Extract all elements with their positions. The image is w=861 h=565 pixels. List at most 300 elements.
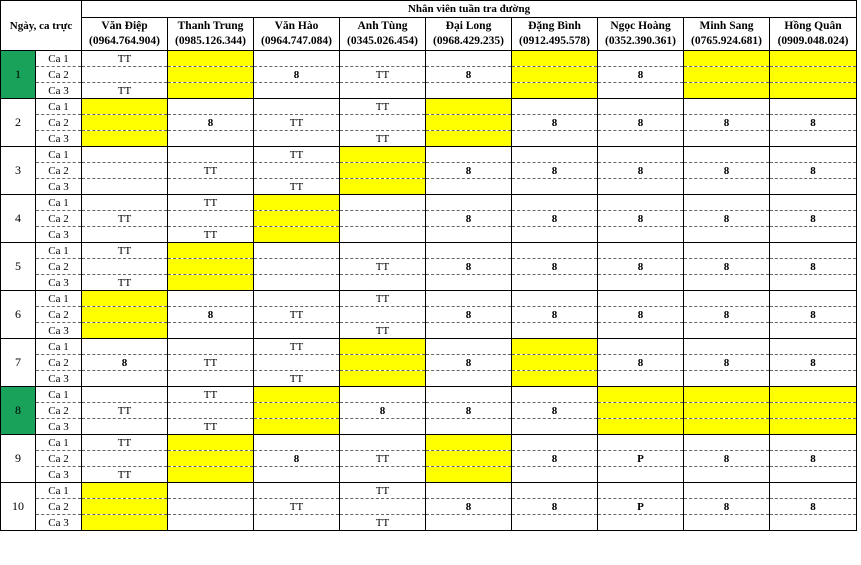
assignment-cell [770,195,857,211]
assignment-cell [254,291,340,307]
employee-header [254,18,340,51]
assignment-cell [340,499,426,515]
assignment-cell [340,227,426,243]
assignment-cell [684,291,770,307]
assignment-cell: 8 [770,307,857,323]
shift-row [1,435,857,451]
day-off-cell [168,451,254,467]
day-off-cell [168,275,254,291]
assignment-cell: 8 [512,307,598,323]
shift-row [1,451,857,467]
shift-row [1,83,857,99]
shift-label-cell: Ca 2 [36,307,82,323]
day-off-cell [684,83,770,99]
employee-phone: (0765.924.681) [691,35,762,47]
assignment-cell: 8 [598,67,684,83]
assignment-cell [254,83,340,99]
shift-row [1,323,857,339]
assignment-cell [684,99,770,115]
assignment-cell [254,467,340,483]
assignment-cell: TT [340,259,426,275]
assignment-cell [684,179,770,195]
assignment-cell [426,179,512,195]
employee-name: Hồng Quân [784,20,842,32]
assignment-cell: 8 [598,307,684,323]
assignment-cell [82,451,168,467]
employee-phone: (0352.390.361) [605,35,676,47]
assignment-cell [82,147,168,163]
assignment-cell [168,371,254,387]
assignment-cell: TT [168,163,254,179]
assignment-cell [770,131,857,147]
assignment-cell [598,227,684,243]
assignment-cell [770,227,857,243]
assignment-cell [254,259,340,275]
day-number-cell: 9 [1,435,36,483]
assignment-cell: 8 [426,259,512,275]
assignment-cell [512,291,598,307]
shift-label-cell: Ca 1 [36,243,82,259]
day-off-cell [770,403,857,419]
assignment-cell [82,371,168,387]
shift-row [1,515,857,531]
assignment-cell [82,195,168,211]
assignment-cell [168,99,254,115]
assignment-cell: 8 [340,403,426,419]
day-shift-header: Ngày, ca trực [1,1,82,51]
assignment-cell [82,419,168,435]
assignment-cell [82,339,168,355]
assignment-cell [254,163,340,179]
assignment-cell [598,179,684,195]
assignment-cell [426,195,512,211]
assignment-cell [684,435,770,451]
assignment-cell [770,483,857,499]
shift-label-cell: Ca 1 [36,387,82,403]
assignment-cell [770,243,857,259]
day-off-cell [512,371,598,387]
assignment-cell [340,275,426,291]
assignment-cell: TT [254,339,340,355]
shift-label-cell: Ca 1 [36,99,82,115]
shift-label-cell: Ca 3 [36,179,82,195]
assignment-cell [598,275,684,291]
assignment-cell [82,259,168,275]
day-off-cell [340,179,426,195]
day-off-cell [426,451,512,467]
assignment-cell [168,339,254,355]
shift-label-cell: Ca 1 [36,51,82,67]
assignment-cell [168,147,254,163]
assignment-cell [426,323,512,339]
shift-row [1,371,857,387]
day-off-cell [340,371,426,387]
assignment-cell [684,227,770,243]
day-off-cell [82,499,168,515]
shift-row [1,115,857,131]
day-off-cell [684,51,770,67]
shift-row [1,147,857,163]
shift-label-cell: Ca 3 [36,515,82,531]
day-off-cell [512,67,598,83]
assignment-cell: 8 [770,451,857,467]
assignment-cell [512,515,598,531]
assignment-cell [426,243,512,259]
day-off-cell [82,515,168,531]
assignment-cell: TT [340,451,426,467]
shift-row [1,227,857,243]
employee-phone: (0912.495.578) [519,35,590,47]
shift-row [1,211,857,227]
day-off-cell [340,339,426,355]
assignment-cell: 8 [426,163,512,179]
assignment-cell [684,323,770,339]
assignment-cell: 8 [168,115,254,131]
assignment-cell: 8 [598,211,684,227]
assignment-cell: TT [168,355,254,371]
assignment-cell: 8 [770,211,857,227]
assignment-cell [770,371,857,387]
assignment-cell [598,515,684,531]
assignment-cell [598,99,684,115]
day-off-cell [512,355,598,371]
assignment-cell [254,515,340,531]
day-off-cell [254,211,340,227]
assignment-cell [254,51,340,67]
assignment-cell [340,195,426,211]
assignment-cell [340,387,426,403]
assignment-cell [254,355,340,371]
assignment-cell [340,211,426,227]
assignment-cell [168,499,254,515]
assignment-cell [254,131,340,147]
employee-header [168,18,254,51]
employee-header [512,18,598,51]
employee-name: Anh Tùng [357,20,408,32]
assignment-cell [168,323,254,339]
assignment-cell: TT [82,243,168,259]
employee-phone: (0964.747.084) [261,35,332,47]
assignment-cell [770,323,857,339]
employee-name: Đại Long [445,20,492,32]
employee-header [426,18,512,51]
assignment-cell [168,131,254,147]
day-off-cell [684,67,770,83]
assignment-cell [770,467,857,483]
assignment-cell [512,243,598,259]
assignment-cell [684,515,770,531]
assignment-cell [684,195,770,211]
assignment-cell [426,387,512,403]
assignment-cell [598,147,684,163]
assignment-cell [340,307,426,323]
assignment-cell [684,275,770,291]
day-off-cell [426,115,512,131]
shift-label-cell: Ca 1 [36,483,82,499]
assignment-cell [168,483,254,499]
shift-label-cell: Ca 3 [36,467,82,483]
employee-phone: (0909.048.024) [777,35,849,47]
employee-phone: (0985.126.344) [175,35,246,47]
assignment-cell [340,467,426,483]
day-number-cell: 1 [1,51,36,99]
assignment-cell: 8 [254,67,340,83]
assignment-cell [598,195,684,211]
shift-row [1,195,857,211]
day-off-cell [82,291,168,307]
assignment-cell: 8 [684,499,770,515]
assignment-cell: TT [340,323,426,339]
assignment-cell: P [598,499,684,515]
shift-label-cell: Ca 2 [36,211,82,227]
employee-name: Văn Hào [274,20,319,32]
assignment-cell [512,435,598,451]
shift-row [1,67,857,83]
assignment-cell: TT [82,275,168,291]
assignment-cell [82,179,168,195]
shift-row [1,131,857,147]
assignment-cell [598,467,684,483]
assignment-cell: 8 [426,67,512,83]
assignment-cell: TT [82,51,168,67]
shift-label-cell: Ca 2 [36,499,82,515]
shift-label-cell: Ca 2 [36,115,82,131]
assignment-cell [598,131,684,147]
assignment-cell: 8 [770,355,857,371]
assignment-cell: TT [340,131,426,147]
assignment-cell: TT [254,371,340,387]
assignment-cell [82,67,168,83]
shift-row [1,275,857,291]
day-off-cell [426,99,512,115]
assignment-cell [426,371,512,387]
day-off-cell [770,83,857,99]
assignment-cell [512,275,598,291]
shift-label-cell: Ca 3 [36,419,82,435]
day-off-cell [168,467,254,483]
shift-label-cell: Ca 2 [36,355,82,371]
shift-label-cell: Ca 1 [36,435,82,451]
assignment-cell [254,483,340,499]
assignment-cell: 8 [684,259,770,275]
shift-row [1,243,857,259]
assignment-cell [512,131,598,147]
assignment-cell [512,99,598,115]
assignment-cell [512,323,598,339]
assignment-cell: TT [82,467,168,483]
assignment-cell [684,147,770,163]
employee-phone: (0964.764.904) [89,35,160,47]
shift-label-cell: Ca 2 [36,451,82,467]
shift-row [1,403,857,419]
assignment-cell [426,515,512,531]
assignment-cell [82,387,168,403]
assignment-cell [770,291,857,307]
assignment-cell: TT [82,211,168,227]
assignment-cell [426,83,512,99]
assignment-cell: TT [340,291,426,307]
assignment-cell: 8 [426,307,512,323]
assignment-cell [254,435,340,451]
day-off-cell [598,419,684,435]
shift-label-cell: Ca 1 [36,147,82,163]
employee-header [770,18,857,51]
assignment-cell: 8 [426,403,512,419]
shift-row [1,51,857,67]
day-off-cell [598,403,684,419]
assignment-cell: 8 [684,451,770,467]
employee-phone: (0968.429.235) [433,35,504,47]
assignment-cell [684,371,770,387]
assignment-cell [254,99,340,115]
day-off-cell [82,99,168,115]
assignment-cell [770,99,857,115]
assignment-cell: 8 [770,499,857,515]
assignment-cell [512,179,598,195]
assignment-cell [512,195,598,211]
assignment-cell: TT [82,83,168,99]
roster-body [1,51,857,531]
employee-phone: (0345.026.454) [347,35,418,47]
assignment-cell: 8 [684,163,770,179]
assignment-cell [512,147,598,163]
assignment-cell [512,483,598,499]
assignment-cell [684,243,770,259]
assignment-cell [168,211,254,227]
assignment-cell [168,291,254,307]
assignment-cell [426,339,512,355]
shift-label-cell: Ca 1 [36,195,82,211]
assignment-cell [684,339,770,355]
assignment-cell: 8 [512,403,598,419]
assignment-cell: TT [168,419,254,435]
day-off-cell [770,387,857,403]
assignment-cell [598,371,684,387]
shift-label-cell: Ca 3 [36,371,82,387]
shift-label-cell: Ca 3 [36,275,82,291]
assignment-cell: 8 [770,259,857,275]
shift-row [1,99,857,115]
assignment-cell [512,227,598,243]
shift-label-cell: Ca 2 [36,163,82,179]
day-off-cell [168,243,254,259]
assignment-cell [512,387,598,403]
day-off-cell [82,323,168,339]
assignment-cell: TT [254,147,340,163]
day-number-cell: 6 [1,291,36,339]
assignment-cell [598,243,684,259]
assignment-cell [82,163,168,179]
employee-header [82,18,168,51]
assignment-cell: 8 [168,307,254,323]
shift-label-cell: Ca 3 [36,83,82,99]
assignment-cell: 8 [426,499,512,515]
assignment-cell [598,291,684,307]
assignment-cell: TT [82,435,168,451]
day-off-cell [684,419,770,435]
assignment-cell [340,435,426,451]
day-off-cell [770,419,857,435]
patrol-staff-header: Nhân viên tuần tra đường [82,1,857,18]
day-off-cell [254,387,340,403]
day-off-cell [168,83,254,99]
assignment-cell: 8 [770,115,857,131]
assignment-cell: 8 [82,355,168,371]
shift-row [1,339,857,355]
day-off-cell [426,131,512,147]
assignment-cell: 8 [598,163,684,179]
assignment-cell [426,483,512,499]
assignment-cell: 8 [512,499,598,515]
assignment-cell: TT [254,499,340,515]
assignment-cell [340,83,426,99]
assignment-cell: 8 [770,163,857,179]
day-number-cell: 8 [1,387,36,435]
assignment-cell: 8 [426,211,512,227]
employee-header-row [1,18,857,51]
shift-row [1,259,857,275]
day-off-cell [168,259,254,275]
day-off-cell [426,467,512,483]
shift-row [1,307,857,323]
day-off-cell [168,67,254,83]
assignment-cell [598,339,684,355]
assignment-cell: TT [340,67,426,83]
shift-label-cell: Ca 2 [36,67,82,83]
shift-row [1,291,857,307]
assignment-cell [254,243,340,259]
assignment-cell [770,515,857,531]
assignment-cell [598,323,684,339]
assignment-cell: 8 [598,115,684,131]
employee-name: Minh Sang [699,20,754,32]
employee-name: Đặng Bình [528,20,581,32]
assignment-cell: TT [168,195,254,211]
employee-name: Văn Điệp [101,20,148,32]
assignment-cell: P [598,451,684,467]
assignment-cell: TT [82,403,168,419]
assignment-cell: TT [254,307,340,323]
assignment-cell: TT [340,515,426,531]
assignment-cell [426,147,512,163]
day-off-cell [168,435,254,451]
assignment-cell [598,83,684,99]
day-number-cell: 5 [1,243,36,291]
assignment-cell [426,227,512,243]
day-off-cell [770,51,857,67]
day-off-cell [82,131,168,147]
assignment-cell: 8 [512,451,598,467]
shift-label-cell: Ca 1 [36,339,82,355]
assignment-cell: TT [168,227,254,243]
assignment-cell [770,339,857,355]
assignment-cell [340,243,426,259]
assignment-cell: TT [254,115,340,131]
day-off-cell [168,51,254,67]
assignment-cell [770,147,857,163]
shift-label-cell: Ca 1 [36,291,82,307]
assignment-cell [512,467,598,483]
day-off-cell [82,483,168,499]
day-off-cell [82,115,168,131]
shift-label-cell: Ca 3 [36,323,82,339]
assignment-cell [512,419,598,435]
assignment-cell [168,403,254,419]
shift-row [1,387,857,403]
assignment-cell: 8 [512,163,598,179]
assignment-cell: 8 [512,259,598,275]
day-number-cell: 10 [1,483,36,531]
